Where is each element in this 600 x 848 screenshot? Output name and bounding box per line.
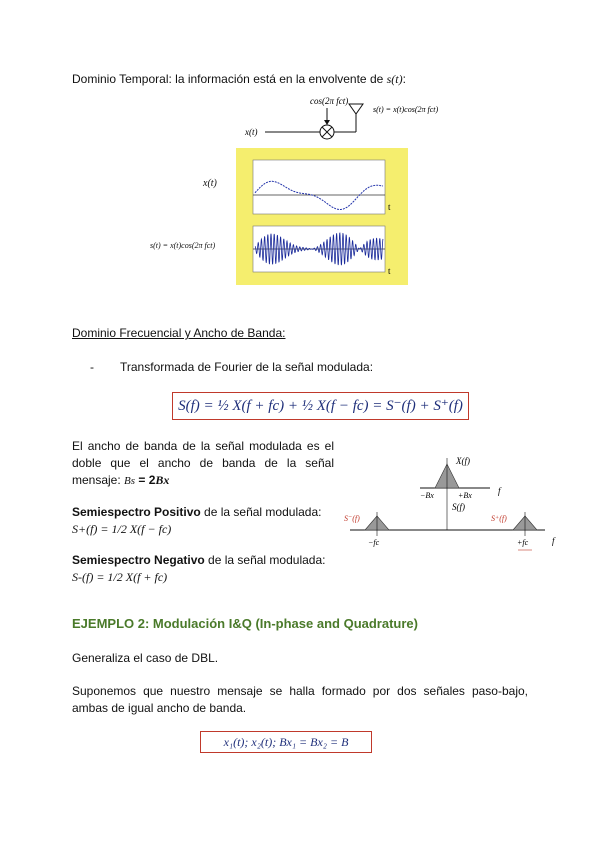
sf-label: S(f)	[452, 502, 465, 512]
xf-label: X(f)	[456, 456, 470, 466]
plus-bx-label: +Bx	[458, 491, 472, 500]
carrier-arrow	[324, 120, 330, 125]
bandwidth-paragraph: El ancho de banda de la señal modulada es el doble que el ancho de banda de la señal mensaje: Bs = 2Bx	[72, 439, 334, 487]
ejemplo-equation: x₁(t); x₂(t); Bx₁ = Bx₂ = B	[200, 731, 372, 753]
s-minus-label: S⁻(f)	[344, 514, 360, 523]
plot1-frame	[253, 160, 385, 214]
sf-f-label: f	[552, 536, 555, 546]
ejemplo-p1: Generaliza el caso de DBL.	[72, 651, 219, 665]
negative-halfspectrum: Semiespectro Negativo de la señal modulada:	[72, 553, 326, 567]
temporal-intro: Dominio Temporal: la información está en la envolvente de s(t):	[72, 72, 406, 86]
waveform-plots	[236, 148, 408, 285]
minus-bx-label: −Bx	[420, 491, 434, 500]
carrier-label: cos(2π fct)	[310, 96, 349, 106]
minus-fc-label: −fc	[368, 538, 380, 547]
s-plus-label: S⁺(f)	[491, 514, 507, 523]
spectrum-diagram	[340, 450, 580, 565]
ejemplo-p2: Suponemos que nuestro mensaje se halla formado por dos señales paso-bajo, ambas de igual ancho de banda.	[72, 684, 528, 715]
xf-f-label: f	[498, 486, 501, 496]
input-label: x(t)	[245, 127, 258, 137]
positive-formula: S+(f) = 1/2 X(f − fc)	[72, 522, 172, 536]
plot2-axis-label: t	[388, 266, 391, 276]
output-label: s(t) = x(t)cos(2π fct)	[373, 105, 439, 114]
antenna-icon	[349, 104, 363, 114]
negative-formula: S-(f) = 1/2 X(f + fc)	[72, 570, 168, 584]
frecuencial-heading: Dominio Frecuencial y Ancho de Banda:	[72, 326, 286, 340]
bullet-fourier: - Transformada de Fourier de la señal modulada:	[90, 360, 374, 374]
plot1-axis-label: t	[388, 202, 391, 212]
plus-fc-label: +fc	[517, 538, 529, 547]
fourier-equation: S(f) = ½ X(f + fc) + ½ X(f − fc) = S⁻(f) + S⁺(f)	[172, 392, 469, 420]
plot2-label: s(t) = x(t)cos(2π fct)	[150, 241, 216, 250]
positive-halfspectrum: Semiespectro Positivo de la señal modulada:	[72, 505, 322, 519]
ejemplo-heading: EJEMPLO 2: Modulación I&Q (In-phase and Quadrature)	[72, 616, 418, 631]
modulator-diagram	[240, 92, 480, 148]
plot1-label: x(t)	[203, 178, 217, 189]
